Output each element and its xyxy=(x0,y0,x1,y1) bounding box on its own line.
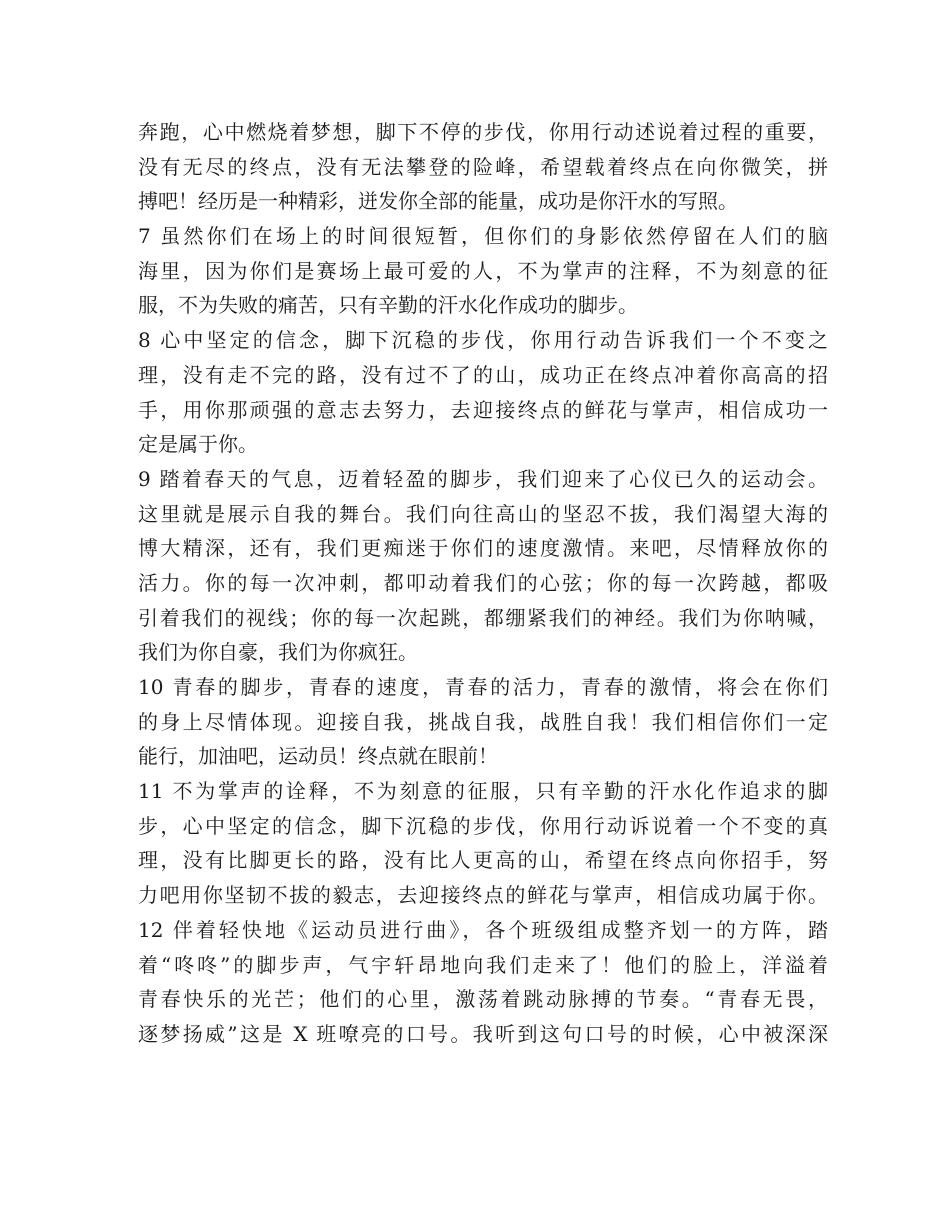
text-line: 定是属于你。 xyxy=(138,432,258,457)
text-line: 7 虽然你们在场上的时间很短暂，但你们的身影依然停留在人们的脑 xyxy=(138,224,828,249)
document-body xyxy=(138,115,828,1052)
text-line: 服，不为失败的痛苦，只有辛勤的汗水化作成功的脚步。 xyxy=(138,293,638,318)
text-line: 步，心中坚定的信念，脚下沉稳的步伐，你用行动诉说着一个不变的真 xyxy=(138,813,828,838)
text-line: 博大精深，还有，我们更痴迷于你们的速度激情。来吧，尽情释放你的 xyxy=(138,536,828,561)
text-line: 海里，因为你们是赛场上最可爱的人，不为掌声的注释，不为刻意的征 xyxy=(138,258,828,283)
text-line: 9 踏着春天的气息，迈着轻盈的脚步，我们迎来了心仪已久的运动会。 xyxy=(138,466,828,491)
text-line: 的身上尽情体现。迎接自我，挑战自我，战胜自我！我们相信你们一定 xyxy=(138,709,828,734)
text-line: 力吧用你坚韧不拔的毅志，去迎接终点的鲜花与掌声，相信成功属于你。 xyxy=(138,883,828,908)
text-line: 搏吧！经历是一种精彩，迸发你全部的能量，成功是你汗水的写照。 xyxy=(138,189,738,214)
text-line: 青春快乐的光芒；他们的心里，激荡着跳动脉搏的节奏。“青春无畏， xyxy=(138,987,828,1012)
text-line: 着“咚咚”的脚步声，气宇轩昂地向我们走来了！他们的脸上，洋溢着 xyxy=(138,952,828,977)
text-line: 10 青春的脚步，青春的速度，青春的活力，青春的激情，将会在你们 xyxy=(138,675,828,699)
text-line: 11 不为掌声的诠释，不为刻意的征服，只有辛勤的汗水化作追求的脚 xyxy=(138,779,828,804)
text-line: 能行，加油吧，运动员！终点就在眼前！ xyxy=(138,744,498,769)
text-line: 逐梦扬威”这是 X 班嘹亮的口号。我听到这句口号的时候，心中被深深 xyxy=(138,1021,828,1046)
text-line: 这里就是展示自我的舞台。我们向往高山的坚忍不拔，我们渴望大海的 xyxy=(138,501,828,526)
text-line: 引着我们的视线；你的每一次起跳，都绷紧我们的神经。我们为你呐喊， xyxy=(138,605,828,630)
text-line: 奔跑，心中燃烧着梦想，脚下不停的步伐，你用行动述说着过程的重要， xyxy=(138,120,828,144)
text-line: 8 心中坚定的信念，脚下沉稳的步伐，你用行动告诉我们一个不变之 xyxy=(138,328,828,353)
text-line: 手，用你那顽强的意志去努力，去迎接终点的鲜花与掌声，相信成功一 xyxy=(138,397,828,422)
text-line: 活力。你的每一次冲刺，都叩动着我们的心弦；你的每一次跨越，都吸 xyxy=(138,570,828,595)
text-line: 我们为你自豪，我们为你疯狂。 xyxy=(138,640,418,665)
text-line: 理，没有走不完的路，没有过不了的山，成功正在终点冲着你高高的招 xyxy=(138,362,828,387)
text-line: 12 伴着轻快地《运动员进行曲》，各个班级组成整齐划一的方阵，踏 xyxy=(138,917,828,942)
text-line: 没有无尽的终点，没有无法攀登的险峰，希望载着终点在向你微笑，拼 xyxy=(138,154,828,179)
text-line: 理，没有比脚更长的路，没有比人更高的山，希望在终点向你招手，努 xyxy=(138,848,828,873)
